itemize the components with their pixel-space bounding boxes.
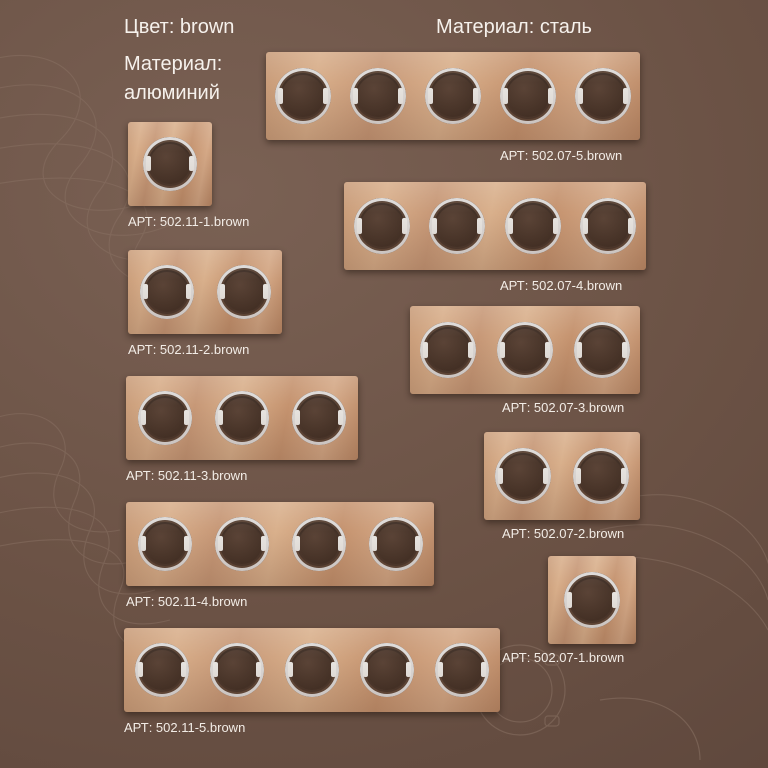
socket xyxy=(354,198,410,254)
product-frame-aluminium-1 xyxy=(128,122,212,206)
socket xyxy=(138,517,192,571)
socket xyxy=(435,643,489,697)
heading-material-steel: Материал: сталь xyxy=(436,16,592,38)
product-frame-aluminium-5 xyxy=(124,628,500,712)
socket xyxy=(500,68,556,124)
product-frame-aluminium-4 xyxy=(126,502,434,586)
caption-steel-4: АРТ: 502.07-4.brown xyxy=(500,278,623,293)
product-frame-steel-2 xyxy=(484,432,640,520)
product-frame-steel-4 xyxy=(344,182,646,270)
socket xyxy=(143,137,197,191)
socket xyxy=(497,322,553,378)
socket xyxy=(429,198,485,254)
socket xyxy=(505,198,561,254)
socket xyxy=(420,322,476,378)
caption-aluminium-5: АРТ: 502.11-5.brown xyxy=(124,720,246,735)
socket xyxy=(292,391,346,445)
product-frame-steel-1 xyxy=(548,556,636,644)
product-frame-steel-3 xyxy=(410,306,640,394)
heading-material-aluminium-line2: алюминий xyxy=(124,82,220,104)
socket xyxy=(369,517,423,571)
caption-steel-3: АРТ: 502.07-3.brown xyxy=(502,400,625,415)
caption-aluminium-1: АРТ: 502.11-1.brown xyxy=(128,214,250,229)
caption-aluminium-2: АРТ: 502.11-2.brown xyxy=(128,342,250,357)
socket xyxy=(140,265,194,319)
caption-steel-2: АРТ: 502.07-2.brown xyxy=(502,526,625,541)
caption-aluminium-3: АРТ: 502.11-3.brown xyxy=(126,468,248,483)
socket xyxy=(425,68,481,124)
socket xyxy=(580,198,636,254)
socket xyxy=(573,448,629,504)
socket xyxy=(210,643,264,697)
socket xyxy=(360,643,414,697)
socket xyxy=(217,265,271,319)
socket xyxy=(495,448,551,504)
caption-aluminium-4: АРТ: 502.11-4.brown xyxy=(126,594,248,609)
socket xyxy=(564,572,620,628)
socket xyxy=(292,517,346,571)
socket xyxy=(574,322,630,378)
caption-steel-5: АРТ: 502.07-5.brown xyxy=(500,148,623,163)
socket xyxy=(275,68,331,124)
heading-color: Цвет: brown xyxy=(124,16,235,38)
socket xyxy=(135,643,189,697)
product-frame-steel-5 xyxy=(266,52,640,140)
socket xyxy=(215,391,269,445)
caption-steel-1: АРТ: 502.07-1.brown xyxy=(502,650,625,665)
socket xyxy=(350,68,406,124)
socket xyxy=(138,391,192,445)
socket xyxy=(285,643,339,697)
socket xyxy=(575,68,631,124)
heading-material-aluminium-line1: Материал: xyxy=(124,53,223,75)
socket xyxy=(215,517,269,571)
product-frame-aluminium-2 xyxy=(128,250,282,334)
product-frame-aluminium-3 xyxy=(126,376,358,460)
